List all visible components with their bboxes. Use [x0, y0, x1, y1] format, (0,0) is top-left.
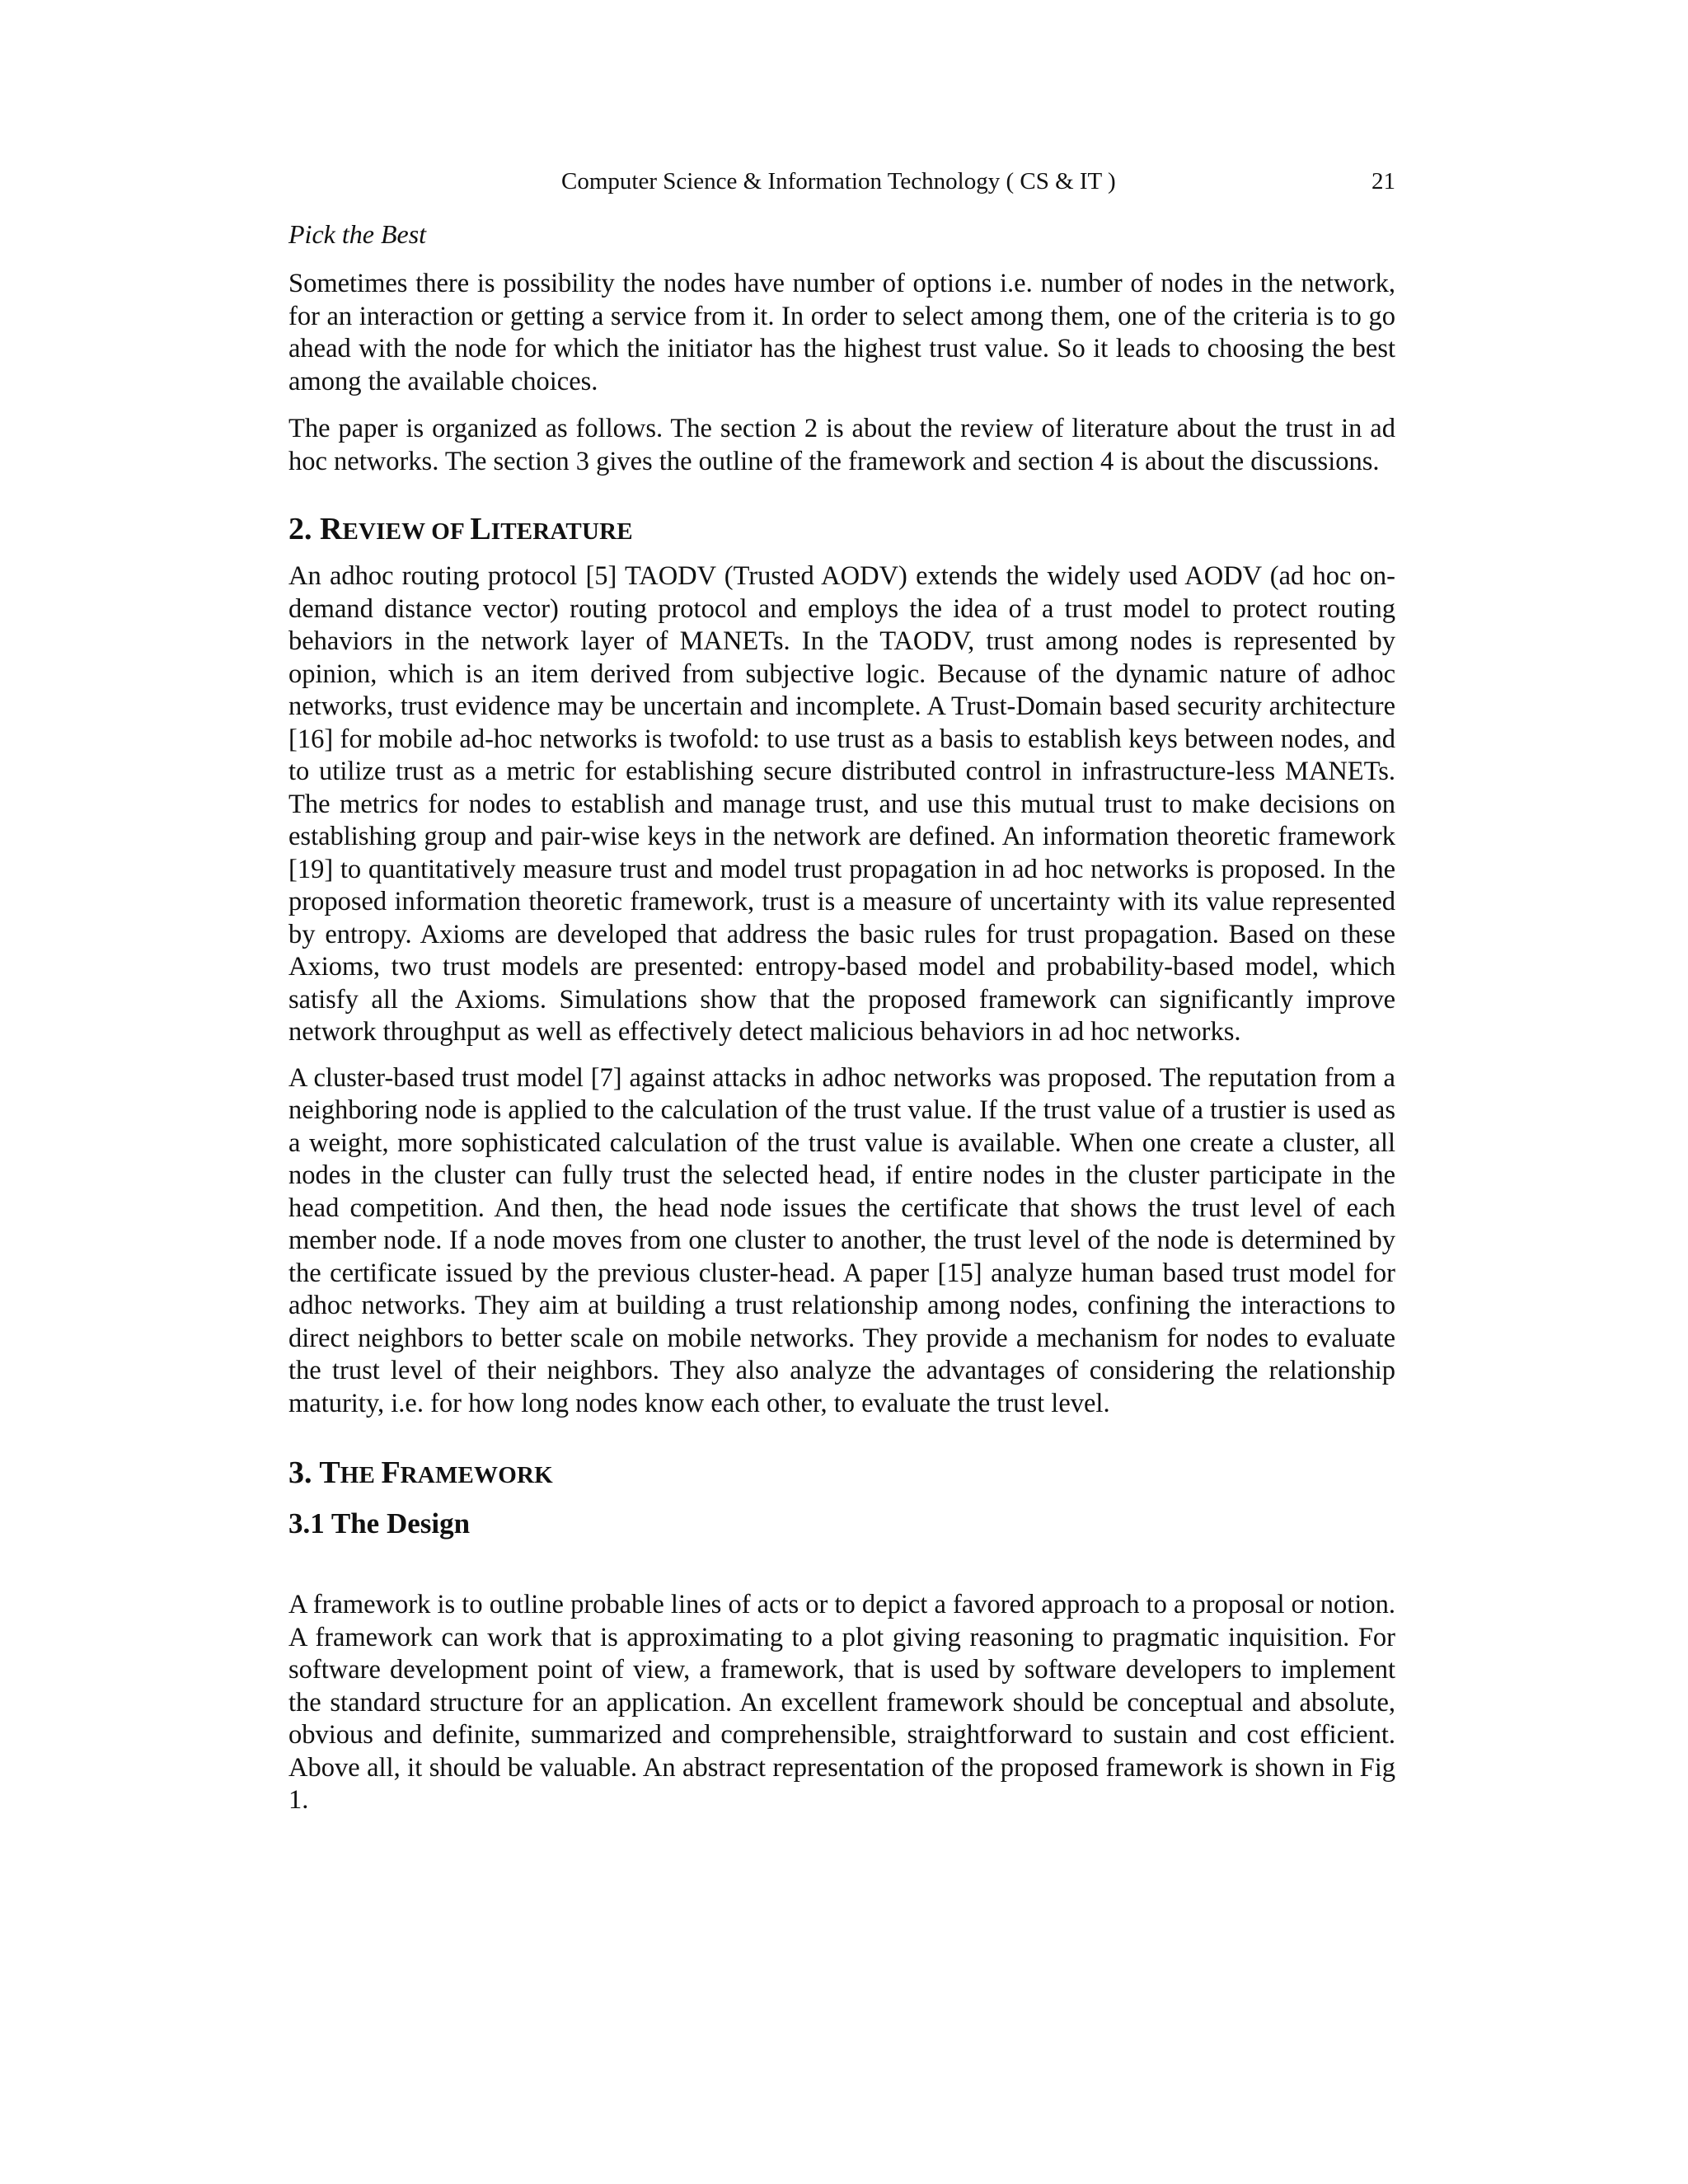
section-number: 3. [288, 1455, 312, 1490]
section-heading-the-framework [288, 1455, 1395, 1493]
body-paragraph: Sometimes there is possibility the nodes have number of options i.e. number of nodes in the network, for an interaction or getting a service from it. In order to select among them, one of the criteria is to go ahead with the node for which the initiator has the highest trust value. So it leads to choosing the best among the available choices. [288, 269, 1395, 396]
page-number: 21 [1372, 168, 1395, 194]
body-paragraph: The paper is organized as follows. The section 2 is about the review of literature about the trust in ad hoc networks. The section 3 gives the outline of the framework and section 4 is about the discussions. [288, 414, 1395, 476]
heading-initial: T [319, 1455, 340, 1490]
body-paragraph: An adhoc routing protocol [5] TAODV (Trusted AODV) extends the widely used AODV (ad hoc on-demand distance vector) routing protocol and employs the idea of a trust model to protect routing behaviors in the network layer of MANETs. In the TAODV, trust among nodes is represented by opinion, which is an item derived from subjective logic. Because of the dynamic nature of adhoc networks, trust evidence may be uncertain and incomplete. A Trust-Domain based security architecture [16] for mobile ad-hoc networks is twofold: to use trust as a basis to establish keys between nodes, and to utilize trust as a metric for establishing secure distributed control in infrastructure-less MANETs. The metrics for nodes to establish and manage trust, and use this mutual trust to make decisions on establishing group and pair-wise keys in the network are defined. An information theoretic framework [19] to quantitatively measure trust and model trust propagation in ad hoc networks is proposed. In the proposed information theoretic framework, trust is a measure of uncertainty with its value represented by entropy. Axioms are developed that address the basic rules for trust propagation. Based on these Axioms, two trust models are presented: entropy-based model and probability-based model, which satisfy all the Axioms. Simulations show that the proposed framework can significantly improve network throughput as well as effectively detect malicious behaviors in ad hoc networks. [288, 561, 1395, 1047]
heading-initial: L [470, 512, 491, 546]
journal-title: Computer Science & Information Technology ( CS & IT ) [561, 168, 1116, 194]
run-in-heading: Pick the Best [288, 219, 427, 249]
heading-small-caps: RAMEWORK [400, 1462, 553, 1488]
section-heading-review-of-literature [288, 511, 1395, 550]
page-content [288, 165, 1395, 1817]
heading-initial: R [320, 512, 343, 546]
running-header [288, 165, 1395, 198]
body-paragraph: A cluster-based trust model [7] against attacks in adhoc networks was proposed. The reputation from a neighboring node is applied to the calculation of the trust value. If the trust value of a trustier is used as a weight, more sophisticated calculation of the trust value is available. When one create a cluster, all nodes in the cluster can fully trust the selected head, if entire nodes in the cluster participate in the head competition. And then, the head node issues the certificate that shows the trust level of each member node. If a node moves from one cluster to another, the trust level of the node is determined by the certificate issued by the previous cluster-head. A paper [15] analyze human based trust model for adhoc networks. They aim at building a trust relationship among nodes, confining the interactions to direct neighbors to better scale on mobile networks. They provide a mechanism for nodes to evaluate the trust level of their neighbors. They also analyze the advantages of considering the relationship maturity, i.e. for how long nodes know each other, to evaluate the trust level. [288, 1062, 1395, 1418]
heading-initial: F [381, 1455, 401, 1490]
heading-small-caps: ITERATURE [490, 518, 633, 545]
section-number: 2. [288, 512, 312, 546]
heading-small-caps: HE [340, 1462, 382, 1488]
heading-small-caps: EVIEW OF [342, 518, 471, 545]
subsection-heading-the-design: 3.1 The Design [288, 1507, 471, 1540]
body-paragraph: A framework is to outline probable lines of acts or to depict a favored approach to a proposal or notion. A framework can work that is approximating to a plot giving reasoning to pragmatic inquisition. For software development point of view, a framework, that is used by software developers to implement the standard structure for an application. An excellent framework should be conceptual and absolute, obvious and definite, summarized and comprehensible, straightforward to sustain and cost efficient. Above all, it should be valuable. An abstract representation of the proposed framework is shown in Fig 1. [288, 1590, 1395, 1815]
